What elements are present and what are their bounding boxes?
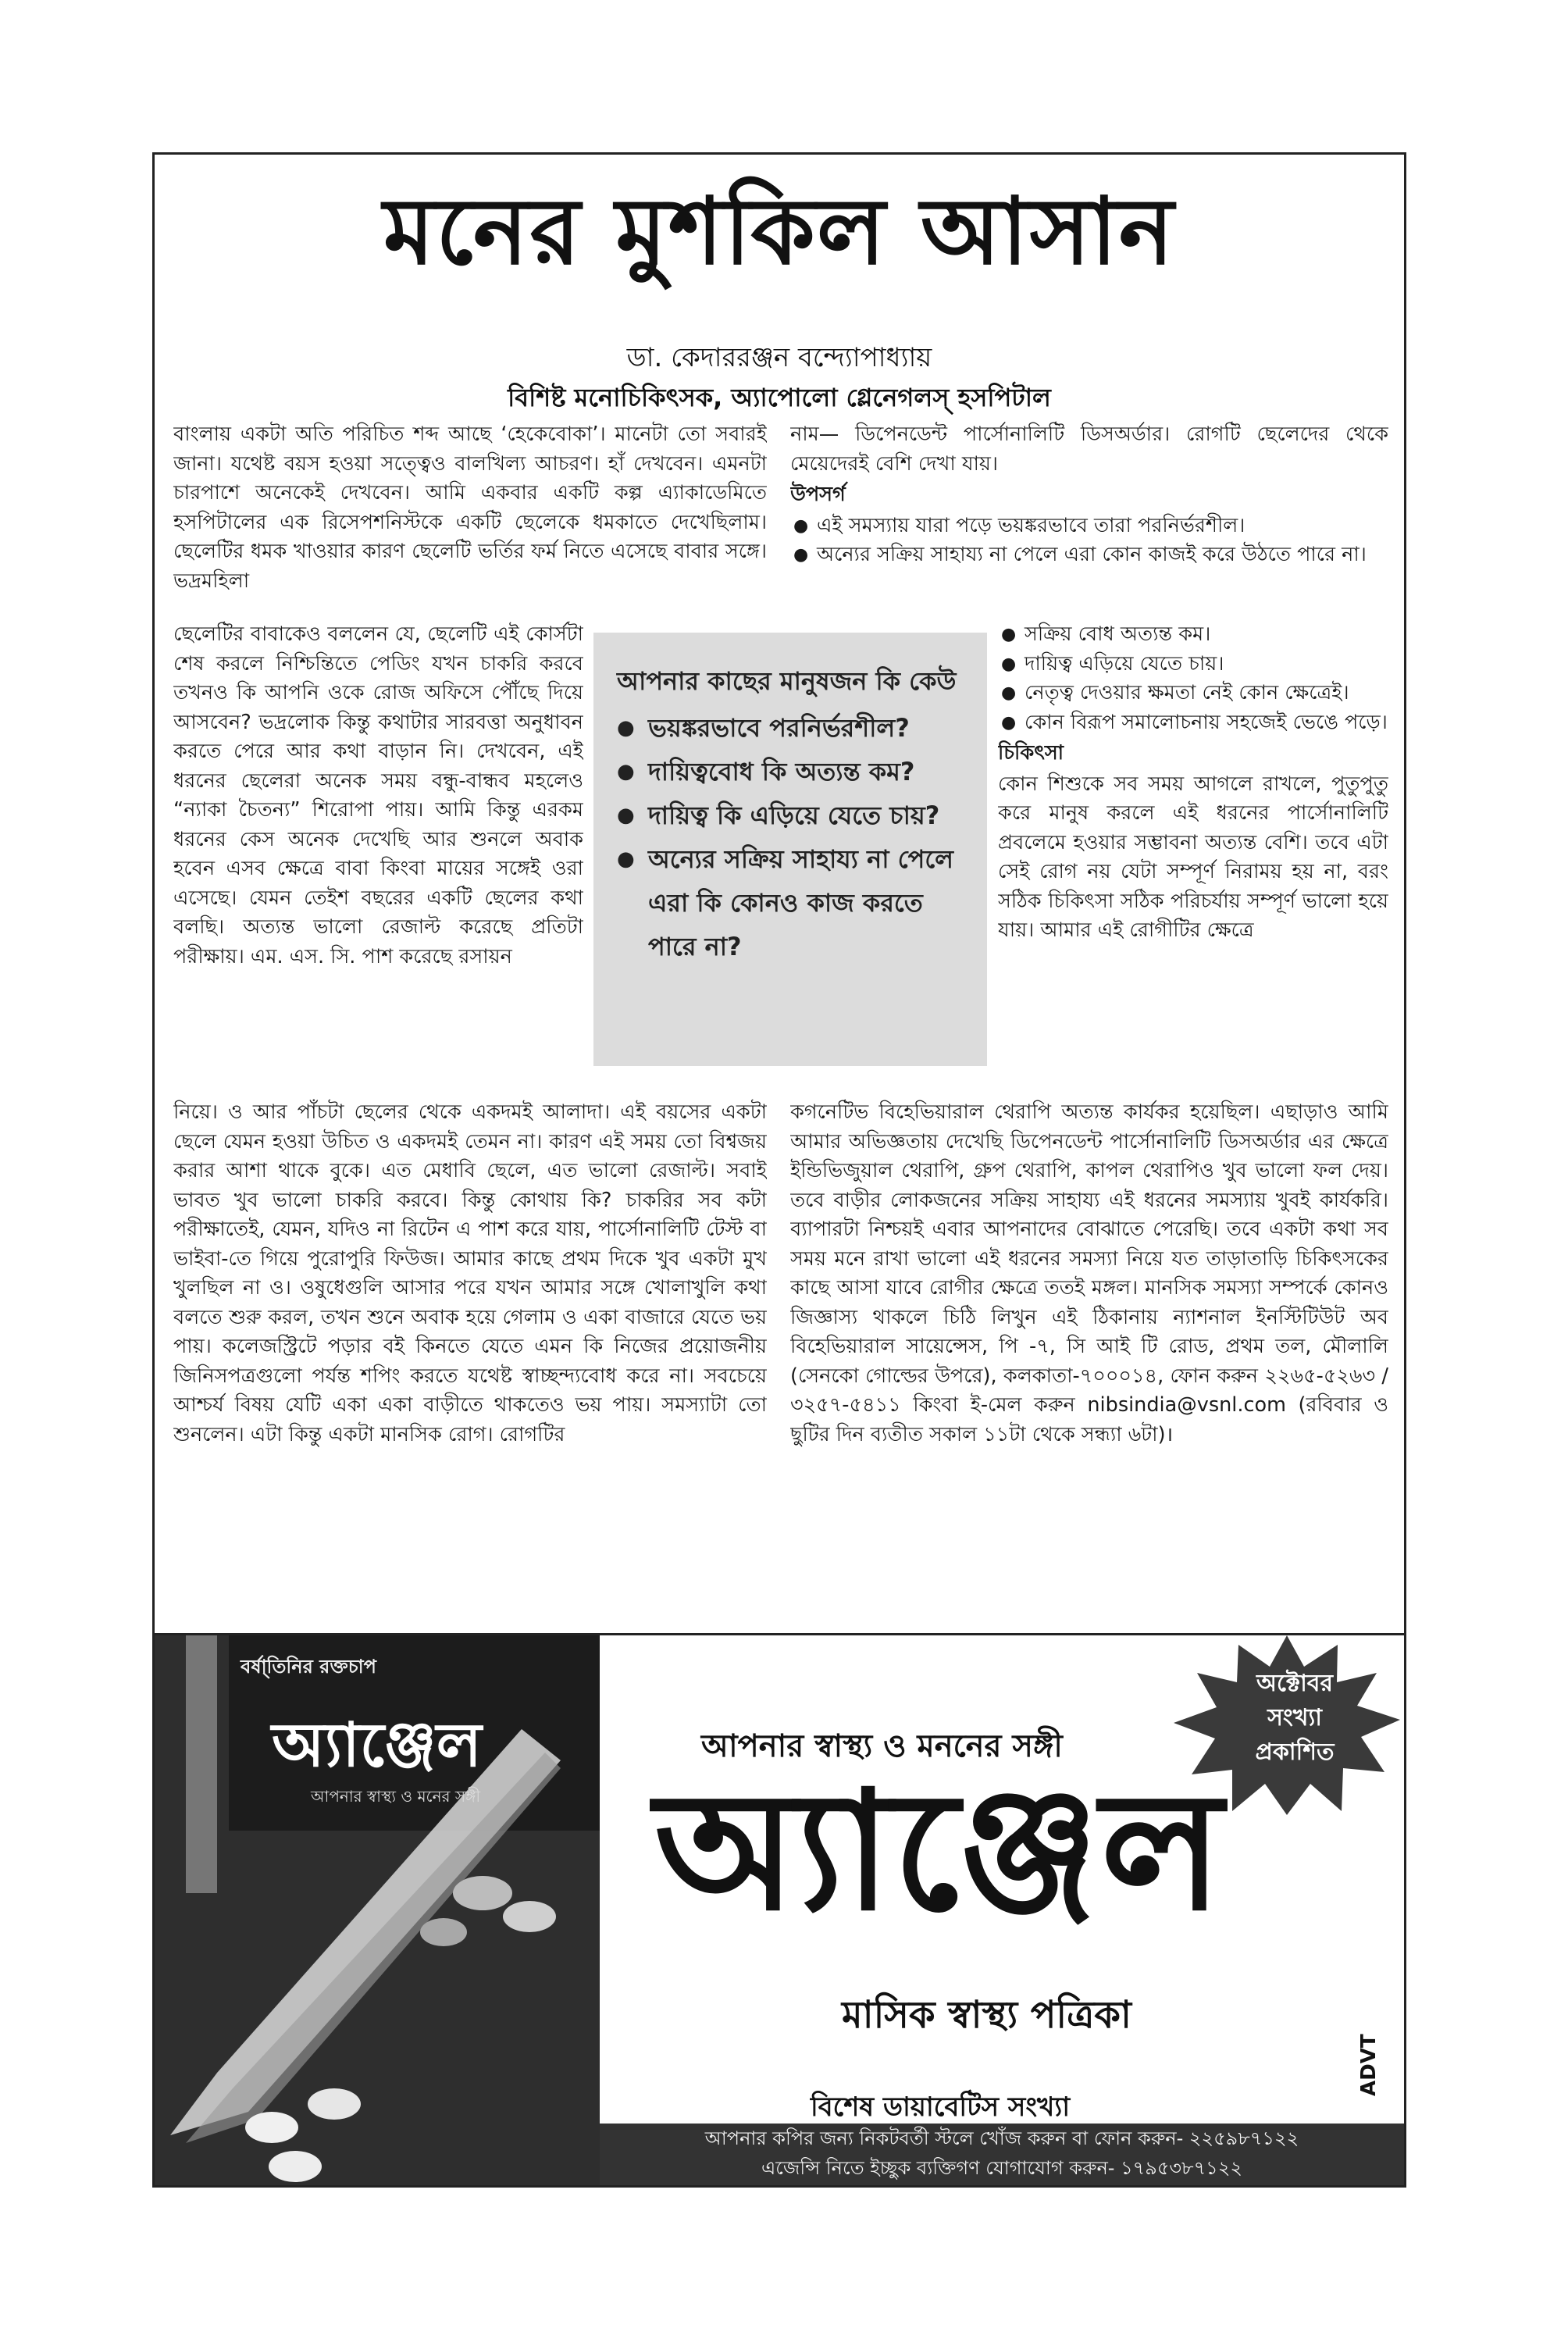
paragraph: কগনেটিভ বিহেভিয়ারাল থেরাপি অত্যন্ত কার্যকর হয়েছিল। এছাড়াও আমি আমার অভিজ্ঞতায় দেখেছি ডিপেনডেন্ট পার্সোনালিটি ডিসঅর্ডার এর ক্ষেত্রে ইন্ডিভিজুয়াল থেরাপি, গ্রুপ থেরাপি, কাপল থেরাপিও খুব ভালো ফল দেয়। তবে বাড়ীর লোকজনের সক্রিয় সাহায্য এই ধরনের সমস্যায় খুবই কার্যকরি। ব্যাপারটা নিশ্চয়ই এবার আপনাদের বোঝাতে পেরেছি। তবে একটা কথা সব সময় মনে রাখা ভালো এই ধরনের সমস্যা নিয়ে যত তাড়াতাড়ি চিকিৎসকের কাছে আসা যাবে রোগীর ক্ষেত্রে ততই মঙ্গল। মানসিক সমস্যা সম্পর্কে কোনও জিজ্ঞাস্য থাকলে চিঠি লিখুন এই ঠিকানায় ন্যাশনাল ইনস্টিটিউট অব বিহেভিয়ারাল সায়েন্সেস, পি -৭, সি আই টি রোড, প্রথম তল, মৌলালি (সেনকো গোল্ডের উপরে), কলকাতা-৭০০০১৪, ফোন করুন ২২৬৫-৫২৬৩ / ৩২৫৭-৫৪১১ কিংবা ই-মেল করুন nibsindia@vsnl.com (রবিবার ও ছুটির দিন ব্যতীত সকাল ১১টা থেকে সন্ধ্যা ৬টা)। [790,1100,1388,1446]
symptom-item: ● এই সমস্যায় যারা পড়ে ভয়ঙ্করভাবে তারা পরনির্ভরশীল। [790,512,1388,541]
callout-box [593,633,987,1066]
advert-tagline: আপনার স্বাস্থ্য ও মননের সঙ্গী [701,1728,1063,1764]
advt-label: ADVT [1357,2034,1381,2096]
symptom-item: ● কোন বিরূপ সমালোচনায় সহজেই ভেঙে পড়ে। [998,708,1388,738]
advert-special-issue: বিশেষ ডায়াবেটিস সংখ্যা [811,2091,1071,2123]
paragraph: নাম— ডিপেনডেন্ট পার্সোনালিটি ডিসঅর্ডার। রোগটি ছেলেদের থেকে মেয়েদেরই বেশি দেখা যায়। [790,423,1388,476]
callout-question: ● দায়িত্ববোধ কি অত্যন্ত কম? [617,750,964,793]
article-author: ডা. কেদাররঞ্জন বন্দ্যোপাধ্যায় [626,342,932,373]
symptom-item: ● দায়িত্ব এড়িয়ে যেতে চায়। [998,650,1388,679]
badge-line: প্রকাশিত [1255,1738,1335,1766]
article-text-col-left-mid [173,620,583,1097]
paragraph: ছেলেটির বাবাকেও বললেন যে, ছেলেটি এই কোর্সটা শেষ করলে নিশ্চিন্তিতে পেডিং যখন চাকরি করবে তখনও কি আপনি ওকে রোজ অফিসে পৌঁছে দিয়ে আসবেন? ভদ্রলোক কিন্তু কথাটার সারবত্তা অনুধাবন করতে পেরে আর কথা বাড়ান নি। দেখবেন, এই ধরনের ছেলেরা অনেক সময় বন্ধু-বান্ধব মহলেও “ন্যাকা চৈতন্য” শিরোপা পায়। আমি কিন্তু এরকম ধরনের কেস অনেক দেখেছি আর শুনলে অবাক হবেন এসব ক্ষেত্রে বাবা কিংবা মায়ের সঙ্গেই ওরা এসেছে। যেমন তেইশ বছরের একটি ছেলের কথা বলছি। অত্যন্ত ভালো রেজাল্ট করেছে প্রতিটা পরীক্ষায়। এম. এস. সি. পাশ করেছে রসায়ন [173,622,583,968]
symptoms-heading: উপসর্গ [790,483,846,506]
symptom-item: ● নেতৃত্ব দেওয়ার ক্ষমতা নেই কোন ক্ষেত্রেই। [998,679,1388,708]
cover-topline: বর্ষা্তিনির রক্তচাপ [241,1656,376,1678]
advert-magazine-title: অ্যাঞ্জেল [654,1754,1224,1947]
callout-question: ● ভয়ঙ্করভাবে পরনির্ভরশীল? [617,706,964,750]
paragraph: বাংলায় একটা অতি পরিচিত শব্দ আছে ‘হেকেবোকা’। মানেটা তো সবারই জানা। যথেষ্ট বয়স হওয়া সত্ত্বেও বালখিল্য আচরণ। হাঁ দেখবেন। এমনটা চারপাশে অনেকেই দেখবেন। আমি একবার একটি কল্প এ্যাকাডেমিতে হসপিটালের এক রিসেপশনিস্টকে একটি ছেলেকে ধমকাতে দেখেছিলাম। ছেলেটির ধমক খাওয়ার কারণ ছেলেটি ভর্তির ফর্ম নিতে এসেছে বাবার সঙ্গে। ভদ্রমহিলা [173,423,767,593]
callout-intro: আপনার কাছের মানুষজন কি কেউ [617,666,957,696]
footer-line: এজেন্সি নিতে ইচ্ছুক ব্যক্তিগণ যোগাযোগ করুন- ১৭৯৫৩৮৭১২২ [761,2157,1242,2179]
callout-question: ● দায়িত্ব কি এড়িয়ে যেতে চায়? [617,793,964,837]
cover-subtitle: আপনার স্বাস্থ্য ও মনের সঙ্গী [311,1787,481,1806]
advert-subtitle: মাসিক স্বাস্থ্য পত্রিকা [842,1993,1131,2037]
paragraph: নিয়ে। ও আর পাঁচটা ছেলের থেকে একদমই আলাদা। এই বয়সের একটা ছেলে যেমন হওয়া উচিত ও একদমই তেমন না। কারণ এই সময় তো বিশ্বজয় করার আশা থাকে বুকে। এত মেধাবি ছেলে, এত ভালো রেজাল্ট। সবাই ভাবত খুব ভালো চাকরি করবে। কিন্তু কোথায় কি? চাকরির সব কটা পরীক্ষাতেই, যেমন, যদিও না রিটেন এ পাশ করে যায়, পার্সোনালিটি টেস্ট বা ভাইবা-তে গিয়ে পুরোপুরি ফিউজ। আমার কাছে প্রথম দিকে খুব একটা মুখ খুলছিল না ও। ওষুধেগুলি আসার পরে যখন আমার সঙ্গে খোলাখুলি কথা বলতে শুরু করল, তখন শুনে অবাক হয়ে গেলাম ও একা বাজারে যেতে ভয় পায়। কলেজস্ট্রিটে পড়ার বই কিনতে যেতে এমন কি নিজের প্রয়োজনীয় জিনিসপত্রগুলো পর্যন্ত শপিং করতে যথেষ্ট স্বাচ্ছন্দ্যবোধ করে না। সবচেয়ে আশ্চর্য বিষয় যেটি একা একা বাড়ীতে থাকতেও ভয় পায়। সমস্যাটা তো শুনলেন। এটা কিন্তু একটা মানসিক রোগ। রোগটির [173,1100,767,1446]
newspaper-page [152,152,1406,2188]
badge-line: সংখ্যা [1267,1704,1322,1731]
article-text-col-right-bottom [790,1098,1388,1621]
callout-question: ● অন্যের সক্রিয় সাহায্য না পেলে এরা কি কোনও কাজ করতে পারে না? [617,837,964,968]
footer-line: আপনার কপির জন্য নিকটবর্তী স্টলে খোঁজ করুন বা ফোন করুন- ২২৫৯৮৭১২২ [704,2127,1299,2149]
symptom-list [998,620,1388,737]
treatment-heading: চিকিৎসা [998,741,1064,765]
article-headline: মনের মুশকিল আসান [383,177,1176,285]
symptom-item: ● অন্যের সক্রিয় সাহায্য না পেলে এরা কোন কাজই করে উঠতে পারে না। [790,540,1388,570]
magazine-cover-image [155,1635,600,2185]
starburst-badge-text [1217,1667,1373,1770]
article [155,155,1404,1635]
symptom-list [790,512,1388,570]
badge-line: অক্টোবর [1256,1670,1334,1697]
article-text-col1-top [173,420,767,617]
article-text-col-left-bottom [173,1098,767,1621]
symptom-item: ● সক্রিয় বোধ অত্যন্ত কম। [998,620,1388,650]
magazine-advert [155,1635,1404,2185]
article-text-col2-top [790,420,1388,617]
cover-title: অ্যাঞ্জেল [272,1710,482,1781]
paragraph: কোন শিশুকে সব সময় আগলে রাখলে, পুতুপুতু করে মানুষ করলে এই ধরনের পার্সোনালিটি প্রবলেমে হওয়ার সম্ভাবনা অত্যন্ত বেশি। তবে এটা সেই রোগ নয় যেটা সম্পূর্ণ নিরাময় হয় না, বরং সঠিক চিকিৎসা সঠিক পরিচর্যায় সম্পূর্ণ ভালো হয়ে যায়। আমার এই রোগীটির ক্ষেত্রে [998,772,1388,942]
advert-footer-bar [600,2124,1404,2185]
article-text-col-right-mid [998,620,1388,1097]
author-designation: বিশিষ্ট মনোচিকিৎসক, অ্যাপোলো গ্লেনেগলস্ হসপিটাল [508,383,1051,412]
